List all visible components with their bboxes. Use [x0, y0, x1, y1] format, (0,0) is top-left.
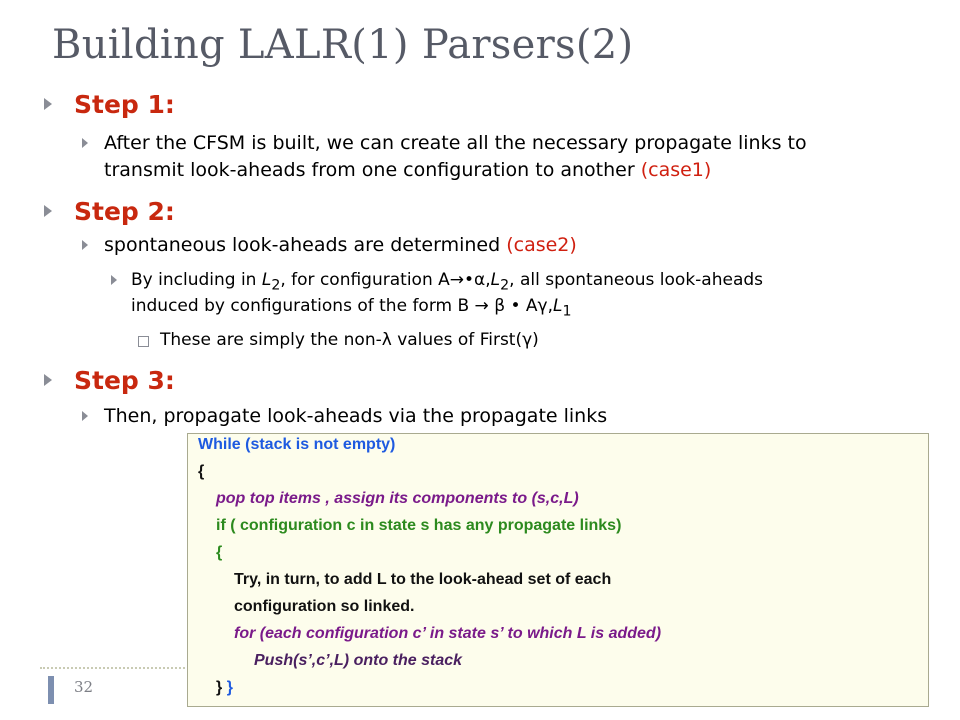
step2-sub-text-a: By including in: [131, 270, 262, 290]
step2-heading: [74, 197, 175, 226]
l2-symbol-2: L: [490, 270, 501, 290]
code-line-if: if ( configuration c in state s has any propagate links): [216, 517, 622, 534]
step2-text: [104, 234, 577, 256]
bullet-arrow-icon: [44, 205, 52, 217]
step3-heading: [74, 366, 175, 395]
square-bullet-icon: [138, 336, 149, 347]
l1-symbol: L: [552, 296, 563, 316]
step2-subsub-text: These are simply the non-λ values of First(γ): [160, 330, 539, 350]
step2-sub-line2: [131, 296, 571, 319]
step1-text-line2: [104, 159, 711, 181]
l2-subscript-2: 2: [500, 277, 510, 294]
step3-text-label: Then, propagate look-aheads via the propagate links: [104, 405, 608, 427]
algorithm-code-box: [187, 433, 929, 707]
code-line-try: Try, in turn, to add L to the look-ahead set of each: [234, 571, 612, 588]
code-line-configuration: configuration so linked.: [234, 598, 415, 615]
step1-heading: [74, 90, 175, 119]
step2-sub-line1: [131, 270, 763, 293]
close-brace-outer: }: [226, 679, 233, 696]
bullet-arrow-icon: [44, 374, 52, 386]
step1-text: After the CFSM is built, we can create all the necessary propagate links to: [104, 132, 807, 154]
case1-label: (case1): [640, 159, 712, 181]
step1-text-line1: [104, 132, 807, 154]
case2-label: (case2): [506, 234, 577, 256]
code-line-open-brace: {: [198, 463, 205, 480]
bullet-arrow-icon: [82, 411, 88, 421]
l2-subscript: 2: [271, 277, 281, 294]
code-line-close-braces: [216, 679, 233, 697]
bullet-arrow-icon: [82, 240, 88, 250]
close-brace-inner: }: [216, 679, 223, 696]
l2-symbol: L: [261, 270, 272, 290]
bullet-arrow-icon: [111, 275, 117, 285]
step2-sub-text-d: induced by configurations of the form B → β • Aγ,: [131, 296, 553, 316]
step2-sub-text-b: , for configuration A→•α,: [280, 270, 491, 290]
page-number: 32: [74, 678, 94, 696]
step1-heading-label: Step 1:: [74, 90, 175, 119]
slide-title: Building LALR(1) Parsers(2): [52, 22, 634, 68]
code-line-push: Push(s’,c’,L) onto the stack: [254, 652, 463, 669]
step2-heading-label: Step 2:: [74, 197, 175, 226]
code-line-while: While (stack is not empty): [198, 436, 396, 453]
step3-heading-label: Step 3:: [74, 366, 175, 395]
step2-text-label: spontaneous look-aheads are determined: [104, 234, 507, 256]
step2-subsub: [160, 330, 539, 350]
step3-text: [104, 405, 607, 427]
l1-subscript: 1: [562, 303, 572, 320]
code-line-for: for (each configuration c’ in state s’ to which L is added): [234, 625, 662, 642]
bullet-arrow-icon: [44, 98, 52, 110]
footer-accent-bar: [48, 676, 54, 704]
bullet-arrow-icon: [82, 138, 88, 148]
step1-text-cont: transmit look-aheads from one configuration to another: [104, 159, 641, 181]
code-line-inner-brace: {: [216, 544, 223, 561]
step2-sub-text-c: , all spontaneous look-aheads: [509, 270, 764, 290]
code-line-pop: pop top items , assign its components to (s,c,L): [216, 490, 579, 507]
